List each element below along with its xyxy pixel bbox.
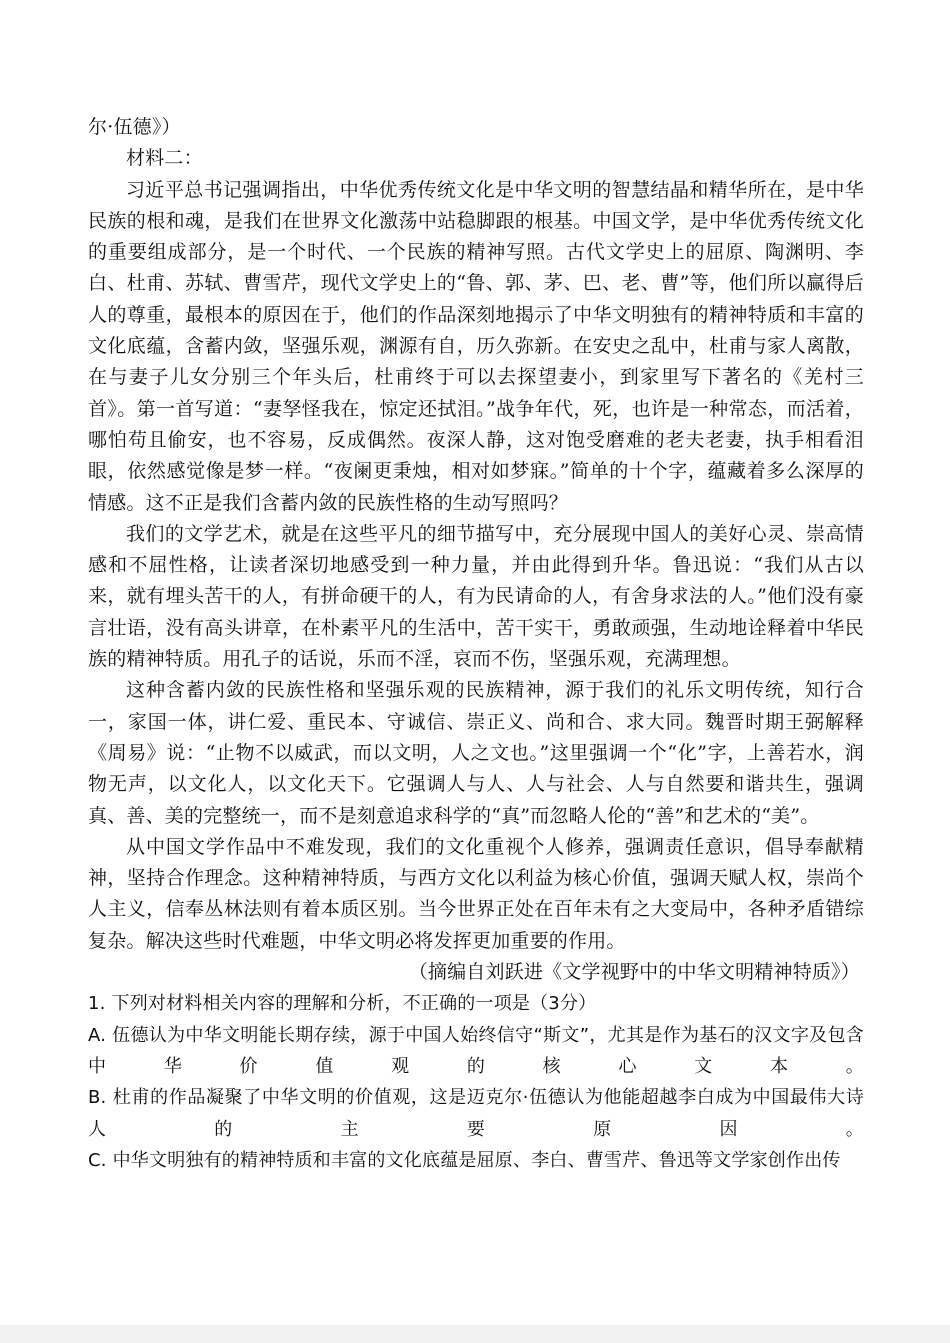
material-label: 材料二： (126, 147, 203, 170)
paragraph-2: 我们的文学艺术，就是在这些平凡的细节描写中，充分展现中国人的美好心灵、崇高情感和不屈性格，让读者深切地感受到一种力量，并由此得到升华。鲁迅说：“我们从古以来，就有埋头苦干的人，有拼命硬干的人，有为民请命的人，有舍身求法的人。”他们没有豪言壮语，没有高头讲章，在朴素平凡的生活中，苦干实干，勇敢顽强，生动地诠释着中华民族的精神特质。用孔子的话说，乐而不淫，哀而不伤，坚强乐观，充满理想。 (88, 522, 864, 671)
document-body (88, 112, 864, 1176)
option-a: A. 伍德认为中华文明能长期存续，源于中国人始终信守“斯文”，尤其是作为基石的汉文字及包含中华价值观的核心文本。 (88, 1024, 864, 1077)
paragraph-1: 习近平总书记强调指出，中华优秀传统文化是中华文明的智慧结晶和精华所在，是中华民族的根和魂，是我们在世界文化激荡中站稳脚跟的根基。中国文学，是中华优秀传统文化的重要组成部分，是一个时代、一个民族的精神写照。古代文学史上的屈原、陶渊明、李白、杜甫、苏轼、曹雪芹，现代文学史上的“鲁、郭、茅、巴、老、曹”等，他们所以赢得后人的尊重，最根本的原因在于，他们的作品深刻地揭示了中华文明独有的精神特质和丰富的文化底蕴，含蓄内敛，坚强乐观，渊源有自，历久弥新。在安史之乱中，杜甫与家人离散，在与妻子儿女分别三个年头后，杜甫终于可以去探望妻小，到家里写下著名的《羌村三首》。第一首写道：“妻孥怪我在，惊定还拭泪。”战争年代，死，也许是一种常态，而活着，哪怕苟且偷安，也不容易，反成偶然。夜深人静，这对饱受磨难的老夫老妻，执手相看泪眼，依然感觉像是梦一样。“夜阑更秉烛，相对如梦寐。”简单的十个字，蕴藏着多么深厚的情感。这不正是我们含蓄内敛的民族性格的生动写照吗？ (88, 178, 864, 514)
option-c: C. 中华文明独有的精神特质和丰富的文化底蕴是屈原、李白、曹雪芹、鲁迅等文学家创作出传 (88, 1149, 841, 1171)
option-b: B. 杜甫的作品凝聚了中华文明的价值观，这是迈克尔·伍德认为他能超越李白成为中国最伟大诗人的主要原因。 (88, 1087, 864, 1140)
paragraph-4: 从中国文学作品中不难发现，我们的文化重视个人修养，强调责任意识，倡导奉献精神，坚持合作理念。这种精神特质，与西方文化以利益为核心价值，强调天赋人权，崇尚个人主义，信奉丛林法则有着本质区别。当今世界正处在百年未有之大变局中，各种矛盾错综复杂。解决这些时代难题，中华文明必将发挥更加重要的作用。 (88, 835, 864, 952)
source-citation: （摘编自刘跃进《文学视野中的中华文明精神特质》） (408, 961, 860, 984)
page-bottom-edge (0, 1325, 950, 1343)
paragraph-3: 这种含蓄内敛的民族性格和坚强乐观的民族精神，源于我们的礼乐文明传统，知行合一，家国一体，讲仁爱、重民本、守诚信、崇正义、尚和合、求大同。魏晋时期王弼解释《周易》说：“止物不以威武，而以文明，人之文也。”这里强调一个“化”字，上善若水，润物无声，以文化人，以文化天下。它强调人与人、人与社会、人与自然要和谐共生，强调真、善、美的完整统一，而不是刻意追求科学的“真”而忽略人伦的“善”和艺术的“美”。 (88, 679, 864, 827)
continuation-line: 尔·伍德》） (88, 116, 181, 138)
question-stem: 1. 下列对材料相关内容的理解和分析，不正确的一项是（3分） (88, 993, 597, 1015)
